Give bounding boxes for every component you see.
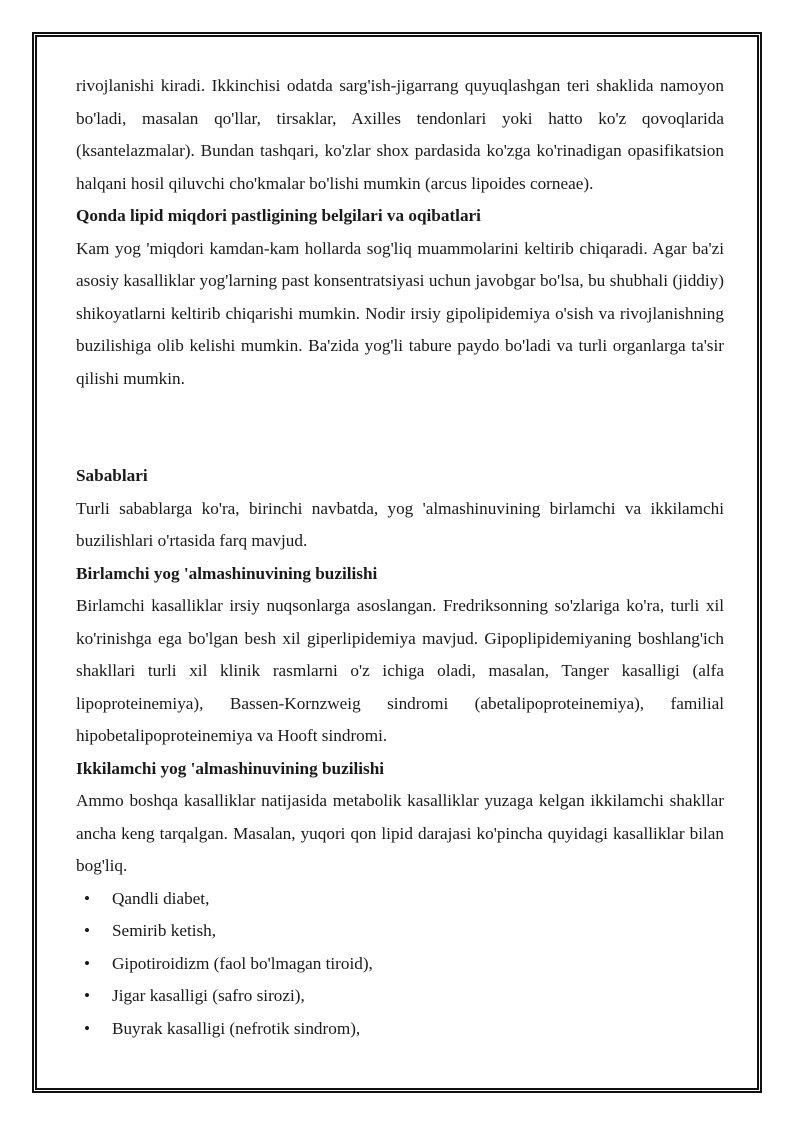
blank-line <box>76 428 724 461</box>
list-item-text: Gipotiroidizm (faol bo'lmagan tiroid), <box>112 953 373 973</box>
heading-secondary-disorder: Ikkilamchi yog 'almashinuvining buzilishi <box>76 758 385 778</box>
bullet-icon: • <box>84 953 91 973</box>
list-item-text: Buyrak kasalligi (nefrotik sindrom), <box>112 1018 361 1038</box>
intro-paragraph: rivojlanishi kiradi. Ikkinchisi odatda sarg'ish-jigarrang quyuqlashgan teri shaklida namoyon bo'ladi, masalan qo'llar, tirsaklar, Axilles tendonlari yoki hatto ko'z qovoqlarida (ksantelazmalar). Bundan tashqari, ko'zlar shox pardasida ko'zga ko'rinadigan opasifikatsion halqani hosil qiluvchi cho'kmalar bo'lishi mumkin (arcus lipoides corneae). <box>76 76 724 193</box>
heading-causes: Sabablari <box>76 466 148 485</box>
heading-low-lipid: Qonda lipid miqdori pastligining belgilari va oqibatlari <box>76 206 481 225</box>
list-item <box>76 948 724 981</box>
list-item <box>76 980 724 1013</box>
blank-line <box>76 395 724 428</box>
list-item-text: Jigar kasalligi (safro sirozi), <box>112 986 305 1005</box>
paragraph-causes: Turli sabablarga ko'ra, birinchi navbatda, yog 'almashinuvining birlamchi va ikkilamchi buzilishlari o'rtasida farq mavjud. <box>76 498 724 550</box>
disease-list <box>76 883 724 1046</box>
heading-primary-disorder: Birlamchi yog 'almashinuvining buzilishi <box>76 563 378 583</box>
list-item <box>76 1013 724 1046</box>
paragraph-secondary-disorder: Ammo boshqa kasalliklar natijasida metabolik kasalliklar yuzaga kelgan ikkilamchi shakllar ancha keng tarqalgan. Masalan, yuqori qon lipid darajasi ko'pincha quyidagi kasalliklar bilan bog'liq. <box>76 791 724 875</box>
paragraph-low-lipid: Kam yog 'miqdori kamdan-kam hollarda sog'liq muammolarini keltirib chiqaradi. Agar ba'zi asosiy kasalliklar yog'larning past konsentratsiyasi uchun javobgar bo'lsa, bu shubhali (jiddiy) shikoyatlarni keltirib chiqarishi mumkin. Nodir irsiy gipolipidemiya o'sish va rivojlanishning buzilishiga olib kelishi mumkin. Ba'zida yog'li tabure paydo bo'ladi va turli organlarga ta'sir qilishi mumkin. <box>76 238 724 388</box>
document-body <box>76 70 724 1045</box>
bullet-icon: • <box>84 888 91 908</box>
list-item-text: Qandli diabet, <box>112 888 210 908</box>
paragraph-primary-disorder: Birlamchi kasalliklar irsiy nuqsonlarga asoslangan. Fredriksonning so'zlariga ko'ra, turli xil ko'rinishga ega bo'lgan besh xil giperlipidemiya mavjud. Gipoplipidemiyaning boshlang'ich shakllari turli xil klinik rasmlarni o'z ichiga oladi, masalan, Tanger kasalligi (alfa lipoproteinemiya), Bassen-Kornzweig sindromi (abetalipoproteinemiya), familial hipobetalipoproteinemiya va Hooft sindromi. <box>76 596 724 745</box>
bullet-icon: • <box>84 986 91 1005</box>
list-item <box>76 883 724 916</box>
list-item-text: Semirib ketish, <box>112 921 217 940</box>
bullet-icon: • <box>84 1018 91 1038</box>
list-item <box>76 915 724 948</box>
bullet-icon: • <box>84 921 91 940</box>
